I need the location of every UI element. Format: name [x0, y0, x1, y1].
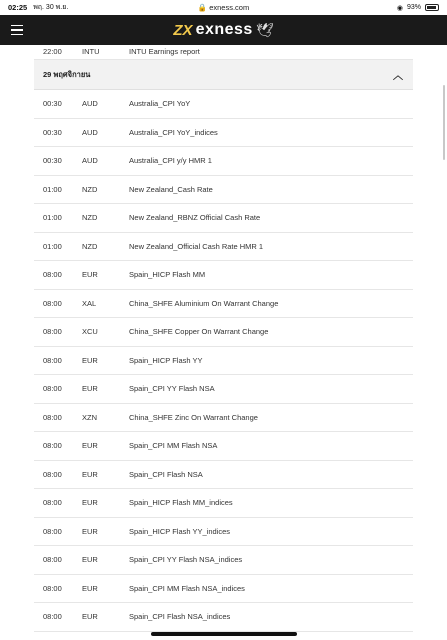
row-time: 00:30 [43, 127, 62, 137]
bird-icon: 🕊 [255, 21, 274, 38]
row-event: Spain_HICP Flash YY_indices [129, 526, 231, 536]
date-group-header[interactable] [34, 60, 413, 90]
row-time: 01:00 [43, 241, 62, 251]
row-time: 08:00 [43, 384, 62, 394]
row-time: 08:00 [43, 469, 62, 479]
date-group-label: 29 พฤศจิกายน [43, 69, 91, 79]
table-row[interactable] [34, 432, 413, 461]
row-time: 08:00 [43, 441, 62, 451]
chevron-up-icon[interactable]: ︿ [393, 71, 403, 82]
calendar-content[interactable] [0, 45, 447, 640]
row-time: 08:00 [43, 612, 62, 622]
row-time: 08:00 [43, 327, 62, 337]
wifi-icon: ◉ [396, 4, 403, 12]
row-event: New Zealand_Official Cash Rate HMR 1 [129, 241, 264, 251]
row-event: Spain_CPI Flash NSA_indices [129, 612, 231, 622]
row-event: Spain_HICP Flash MM_indices [129, 498, 233, 508]
row-currency: EUR [82, 469, 98, 479]
row-time: 08:00 [43, 270, 62, 280]
row-time: 01:00 [43, 213, 62, 223]
status-date: พฤ. 30 พ.ย. [33, 4, 69, 11]
row-time: 08:00 [43, 498, 62, 508]
scrollbar[interactable] [443, 85, 445, 160]
row-event: Spain_CPI MM Flash NSA [129, 441, 218, 451]
table-row[interactable] [34, 261, 413, 290]
row-time: 08:00 [43, 298, 62, 308]
row-currency: EUR [82, 384, 98, 394]
row-time: 08:00 [43, 555, 62, 565]
status-bar [0, 0, 447, 15]
table-row[interactable] [34, 518, 413, 547]
table-row[interactable] [34, 575, 413, 604]
table-row[interactable] [34, 603, 413, 632]
url-text: exness.com [209, 3, 250, 12]
exness-logo[interactable] [173, 21, 273, 39]
row-currency: EUR [82, 441, 98, 451]
row-currency: NZD [82, 213, 98, 223]
row-time: 08:00 [43, 526, 62, 536]
row-time: 00:30 [43, 99, 62, 109]
table-row[interactable] [34, 546, 413, 575]
row-currency: EUR [82, 498, 98, 508]
table-row[interactable] [34, 375, 413, 404]
row-event: China_SHFE Zinc On Warrant Change [129, 412, 258, 422]
row-event: China_SHFE Aluminium On Warrant Change [129, 298, 279, 308]
url-bar[interactable]: 🔒 exness.com [197, 3, 250, 12]
row-currency: INTU [82, 47, 100, 56]
logo-mark: ZX [173, 21, 193, 39]
row-time: 22:00 [43, 47, 62, 56]
row-event: Spain_HICP Flash MM [129, 270, 206, 280]
row-currency: EUR [82, 555, 98, 565]
battery-icon [425, 4, 439, 11]
logo-text: exness [195, 21, 253, 38]
table-row[interactable] [34, 290, 413, 319]
menu-icon[interactable] [0, 15, 34, 45]
row-event: Australia_CPI YoY_indices [129, 127, 218, 137]
table-row[interactable] [34, 90, 413, 119]
row-event: Spain_HICP Flash YY [129, 355, 203, 365]
home-indicator[interactable] [151, 632, 297, 636]
row-time: 08:00 [43, 355, 62, 365]
rows-container [34, 90, 413, 632]
table-row[interactable] [34, 347, 413, 376]
table-row[interactable] [34, 404, 413, 433]
row-currency: NZD [82, 184, 98, 194]
status-right [397, 4, 439, 12]
row-event: New Zealand_Cash Rate [129, 184, 213, 194]
row-event: Spain_CPI Flash NSA [129, 469, 203, 479]
row-time: 01:00 [43, 184, 62, 194]
table-row[interactable] [34, 45, 413, 60]
row-currency: EUR [82, 526, 98, 536]
row-currency: XCU [82, 327, 98, 337]
site-header [0, 15, 447, 45]
row-currency: NZD [82, 241, 98, 251]
row-currency: AUD [82, 99, 98, 109]
row-currency: AUD [82, 127, 98, 137]
row-currency: EUR [82, 355, 98, 365]
economic-calendar-table [34, 45, 413, 632]
row-currency: EUR [82, 612, 98, 622]
table-row[interactable] [34, 147, 413, 176]
table-row[interactable] [34, 204, 413, 233]
row-time: 08:00 [43, 412, 62, 422]
table-row[interactable] [34, 119, 413, 148]
row-event: New Zealand_RBNZ Official Cash Rate [129, 213, 261, 223]
status-left [8, 2, 68, 13]
table-row[interactable] [34, 461, 413, 490]
row-event: Spain_CPI MM Flash NSA_indices [129, 583, 245, 593]
row-event: Australia_CPI y/y HMR 1 [129, 156, 212, 166]
table-row[interactable] [34, 489, 413, 518]
row-time: 08:00 [43, 583, 62, 593]
row-currency: XAL [82, 298, 97, 308]
row-currency: EUR [82, 270, 98, 280]
row-event: INTU Earnings report [129, 47, 200, 56]
row-time: 00:30 [43, 156, 62, 166]
row-event: Spain_CPI YY Flash NSA [129, 384, 215, 394]
table-row[interactable] [34, 176, 413, 205]
battery-percent: 93% [406, 4, 421, 11]
row-currency: XZN [82, 412, 97, 422]
row-currency: EUR [82, 583, 98, 593]
row-event: Australia_CPI YoY [129, 99, 191, 109]
row-currency: AUD [82, 156, 98, 166]
row-event: China_SHFE Copper On Warrant Change [129, 327, 269, 337]
status-time: 02:25 [8, 3, 28, 12]
table-row[interactable] [34, 318, 413, 347]
row-event: Spain_CPI YY Flash NSA_indices [129, 555, 243, 565]
table-row[interactable] [34, 233, 413, 262]
